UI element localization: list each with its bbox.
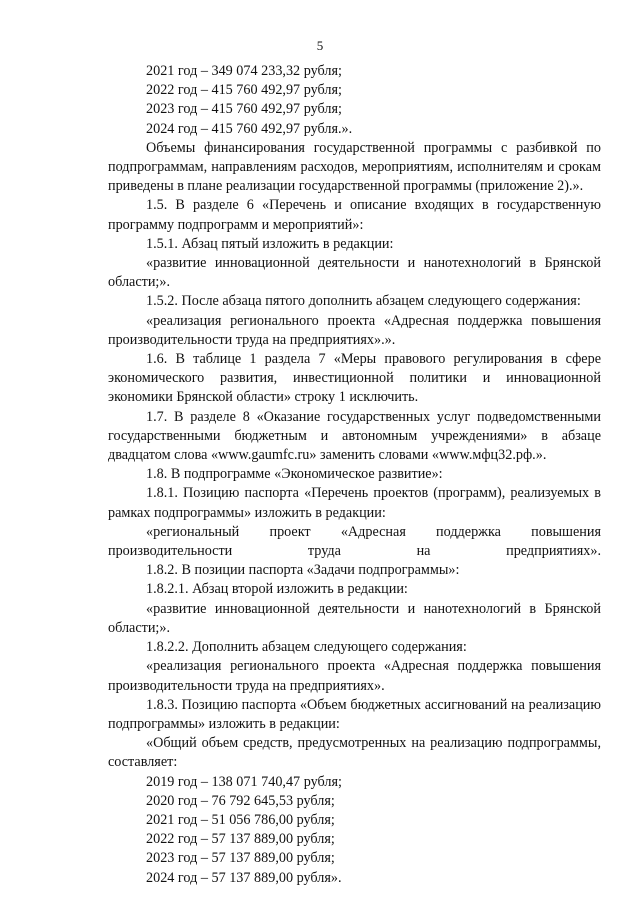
- document-body: [108, 62, 601, 888]
- funding-year-2024: 2024 год – 415 760 492,97 рубля.».: [146, 120, 353, 137]
- page-number: 5: [316, 38, 324, 53]
- paragraph-funding-breakdown: Объемы финансирования государственной программы с разбивкой по подпрограммам, направлениям расходов, мероприятиям, исполнителям и срокам приведены в плане реализации государственной программы (приложение 2).».: [108, 139, 601, 195]
- paragraph-1-5: 1.5. В разделе 6 «Перечень и описание входящих в государственную программу подпрограмм и мероприятий»:: [108, 197, 601, 233]
- paragraph-1-8-2-2: 1.8.2.2. Дополнить абзацем следующего содержания:: [146, 639, 467, 656]
- paragraph-1-8-3: 1.8.3. Позицию паспорта «Объем бюджетных ассигнований на реализацию подпрограммы» изложить в редакции:: [108, 696, 601, 732]
- paragraph-1-6: 1.6. В таблице 1 раздела 7 «Меры правового регулирования в сфере экономического развития, инвестиционной политики и инновационной экономики Брянской области» строку 1 исключить.: [108, 351, 601, 406]
- paragraph-1-5-1-text: «развитие инновационной деятельности и нанотехнологий в Брянской области;».: [108, 255, 601, 291]
- funding-year-2023: 2023 год – 415 760 492,97 рубля;: [146, 101, 342, 118]
- subprogram-year-2023: 2023 год – 57 137 889,00 рубля;: [146, 850, 335, 867]
- subprogram-year-2022: 2022 год – 57 137 889,00 рубля;: [146, 831, 335, 848]
- subprogram-year-2020: 2020 год – 76 792 645,53 рубля;: [146, 792, 335, 809]
- paragraph-1-5-1: 1.5.1. Абзац пятый изложить в редакции:: [146, 235, 394, 252]
- paragraph-1-7: 1.7. В разделе 8 «Оказание государственных услуг подведомственными государственными бюджетным и автономным учреждениями» в абзаце двадцатом слова «www.gaumfc.ru» заменить словами «www.мфц32.рф.».: [108, 408, 601, 464]
- subprogram-year-2019: 2019 год – 138 071 740,47 рубля;: [146, 773, 342, 790]
- subprogram-year-2021: 2021 год – 51 056 786,00 рубля;: [146, 811, 335, 828]
- paragraph-1-5-2: 1.5.2. После абзаца пятого дополнить абзацем следующего содержания:: [146, 293, 581, 310]
- funding-year-2021: 2021 год – 349 074 233,32 рубля;: [146, 63, 342, 79]
- paragraph-1-8-2-1: 1.8.2.1. Абзац второй изложить в редакции:: [146, 581, 408, 598]
- paragraph-1-8-2-1-text: «развитие инновационной деятельности и нанотехнологий в Брянской области;».: [108, 600, 601, 636]
- paragraph-1-8-1-text: «региональный проект «Адресная поддержка повышения производительности труда на предприятиях».: [108, 523, 601, 560]
- paragraph-1-5-2-text: «реализация регионального проекта «Адресная поддержка повышения производительности труда на предприятиях».».: [108, 312, 601, 348]
- subprogram-year-2024: 2024 год – 57 137 889,00 рубля».: [146, 869, 342, 886]
- paragraph-1-8-2-2-text: «реализация регионального проекта «Адресная поддержка повышения производительности труда на предприятиях».: [108, 658, 601, 694]
- paragraph-1-8: 1.8. В подпрограмме «Экономическое развитие»:: [146, 466, 443, 483]
- paragraph-1-8-1: 1.8.1. Позицию паспорта «Перечень проектов (программ), реализуемых в рамках подпрограммы» изложить в редакции:: [108, 485, 601, 521]
- paragraph-1-8-3-text: «Общий объем средств, предусмотренных на реализацию подпрограммы, составляет:: [108, 735, 601, 771]
- funding-year-2022: 2022 год – 415 760 492,97 рубля;: [146, 82, 342, 99]
- paragraph-1-8-2: 1.8.2. В позиции паспорта «Задачи подпрограммы»:: [146, 562, 460, 579]
